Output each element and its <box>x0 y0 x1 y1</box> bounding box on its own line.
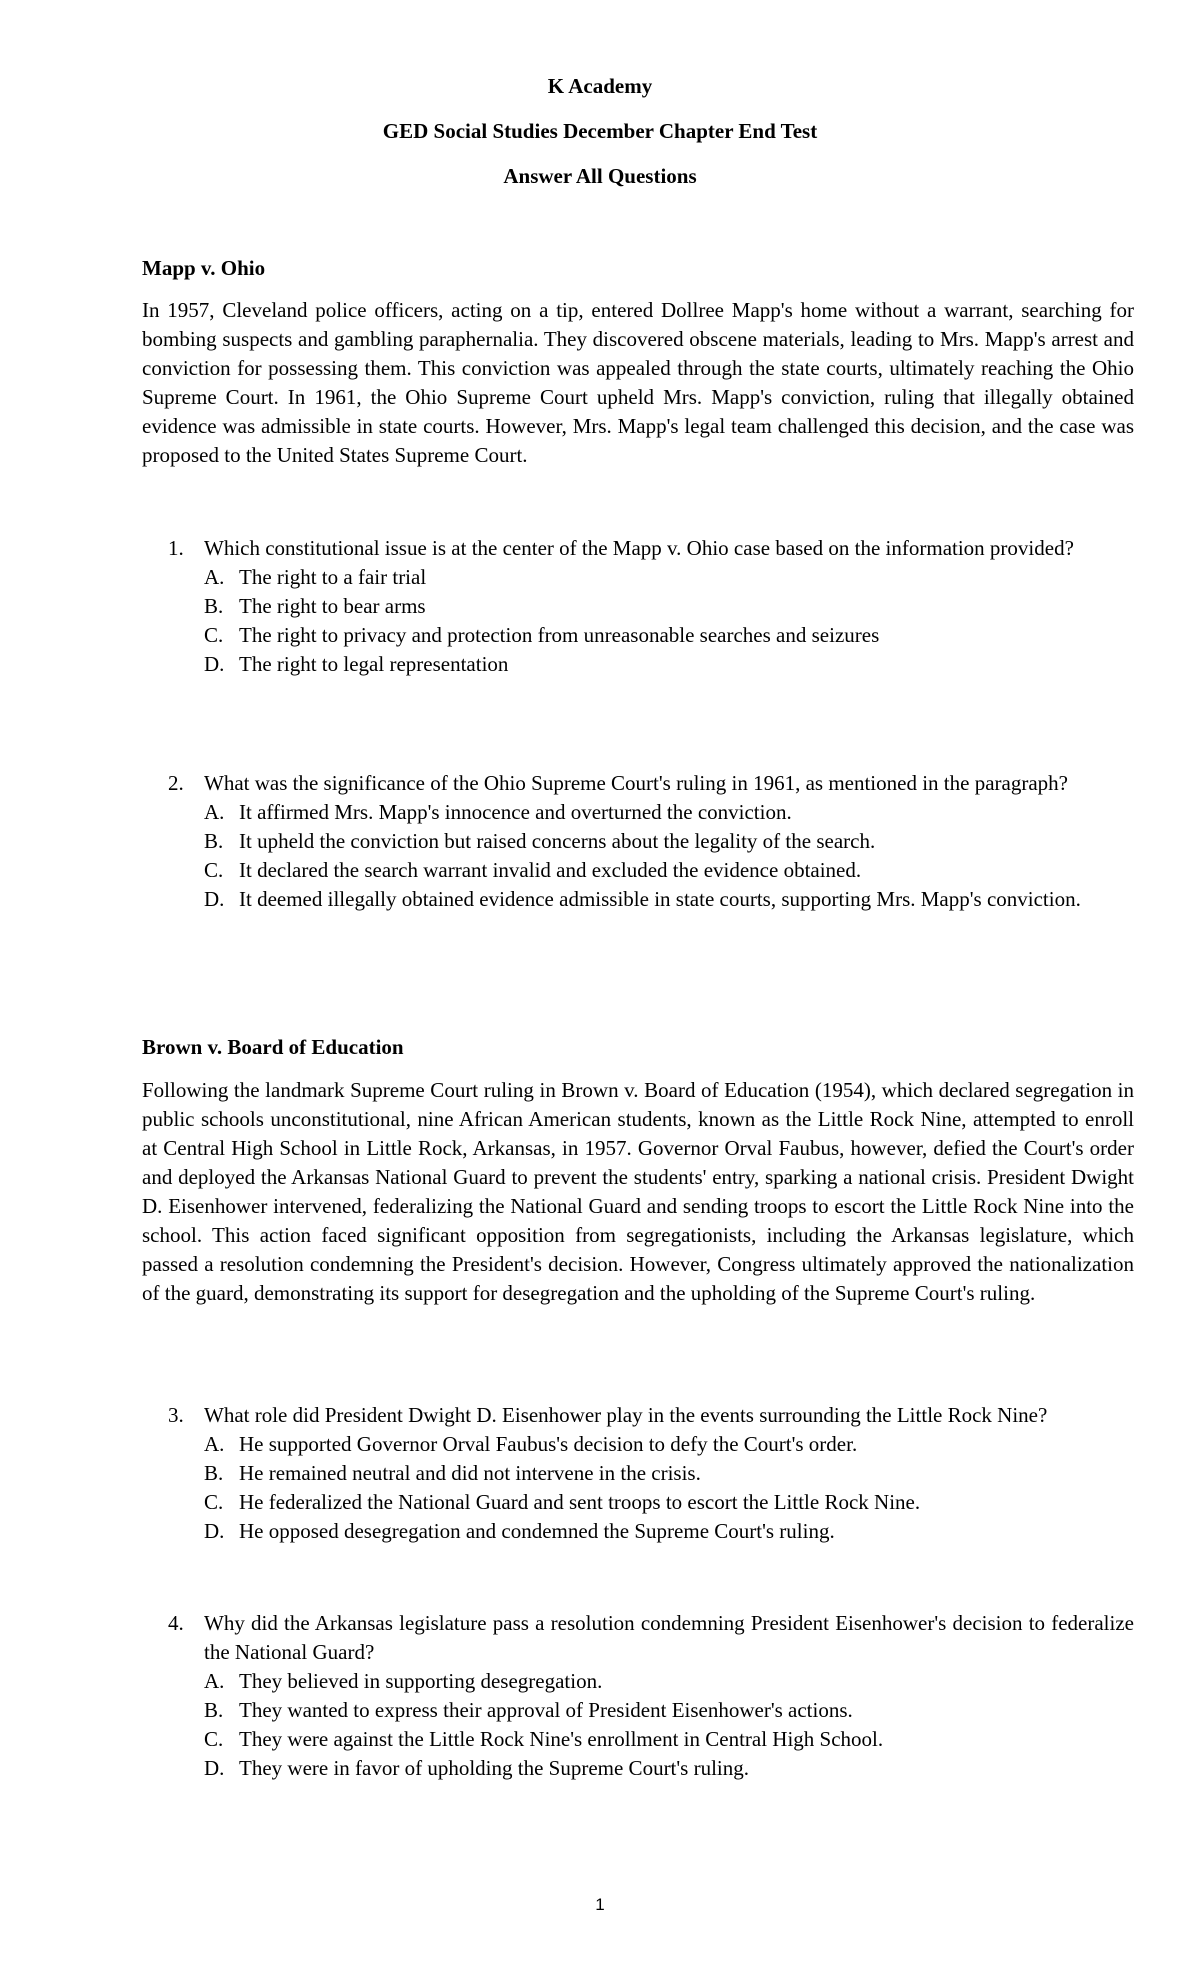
test-instruction: Answer All Questions <box>503 164 697 188</box>
section-paragraph-brown-v-board: Following the landmark Supreme Court ruling in Brown v. Board of Education (1954), which declared segregation in public schools unconstitutional, nine African American students, known as the Little Rock Nine, attempted to enroll at Central High School in Little Rock, Arkansas, in 1957. Governor Orval Faubus, however, defied the Court's order and deployed the Arkansas National Guard to prevent the students' entry, sparking a national crisis. President Dwight D. Eisenhower intervened, federalizing the National Guard and sending troops to escort the Little Rock Nine into the school. This action faced significant opposition from segregationists, including the Arkansas legislature, which passed a resolution condemning the President's decision. However, Congress ultimately approved the nationalization of the guard, demonstrating its support for desegregation and the upholding of the Supreme Court's ruling. <box>142 1078 1134 1305</box>
question-3-option-c <box>142 1488 1134 1517</box>
question-2-option-c <box>142 856 1134 885</box>
question-2-option-d <box>142 885 1134 914</box>
question-4-option-d <box>142 1754 1134 1783</box>
section-paragraph-mapp-v-ohio: In 1957, Cleveland police officers, acting on a tip, entered Dollree Mapp's home without a warrant, searching for bombing suspects and gambling paraphernalia. They discovered obscene materials, leading to Mrs. Mapp's arrest and conviction for possessing them. This conviction was appealed through the state courts, ultimately reaching the Ohio Supreme Court. In 1961, the Ohio Supreme Court upheld Mrs. Mapp's conviction, ruling that illegally obtained evidence was admissible in state courts. However, Mrs. Mapp's legal team challenged this decision, and the case was proposed to the United States Supreme Court. <box>142 298 1134 467</box>
option-letter: A. <box>204 1432 225 1456</box>
option-text: It affirmed Mrs. Mapp's innocence and overturned the conviction. <box>239 800 792 824</box>
page-number: 1 <box>595 1895 605 1914</box>
section-title-mapp-v-ohio: Mapp v. Ohio <box>142 256 266 280</box>
section-title-brown-v-board: Brown v. Board of Education <box>142 1035 404 1059</box>
question-1-stem <box>142 534 1134 563</box>
question-3-option-d <box>142 1517 1134 1546</box>
question-4-stem <box>142 1609 1134 1667</box>
option-letter: A. <box>204 800 225 824</box>
option-letter: B. <box>204 594 224 618</box>
question-4-option-c <box>142 1725 1134 1754</box>
option-letter: C. <box>204 623 224 647</box>
question-4 <box>142 1609 1134 1783</box>
question-3 <box>142 1401 1134 1546</box>
option-text: It deemed illegally obtained evidence admissible in state courts, supporting Mrs. Mapp's conviction. <box>239 887 1081 911</box>
option-letter: C. <box>204 1727 224 1751</box>
question-2-stem <box>142 769 1134 798</box>
question-2-option-b <box>142 827 1134 856</box>
option-letter: B. <box>204 1698 224 1722</box>
option-text: It upheld the conviction but raised concerns about the legality of the search. <box>239 829 876 853</box>
option-text: The right to bear arms <box>239 594 426 618</box>
question-3-stem <box>142 1401 1134 1430</box>
option-text: He opposed desegregation and condemned the Supreme Court's ruling. <box>239 1519 835 1543</box>
option-text: He remained neutral and did not intervene in the crisis. <box>239 1461 701 1485</box>
question-1-option-a <box>142 563 1134 592</box>
option-text: They believed in supporting desegregation. <box>239 1669 603 1693</box>
question-3-option-a <box>142 1430 1134 1459</box>
option-letter: A. <box>204 1669 225 1693</box>
question-3-option-b <box>142 1459 1134 1488</box>
option-text: The right to a fair trial <box>239 565 427 589</box>
option-text: He federalized the National Guard and sent troops to escort the Little Rock Nine. <box>239 1490 921 1514</box>
question-1-number: 1. <box>168 536 184 560</box>
option-letter: A. <box>204 565 225 589</box>
question-3-number: 3. <box>168 1403 184 1427</box>
question-2 <box>142 769 1134 914</box>
option-text: The right to legal representation <box>239 652 509 676</box>
question-4-text: Why did the Arkansas legislature pass a resolution condemning President Eisenhower's decision to federalize the National Guard? <box>204 1611 1134 1664</box>
option-letter: B. <box>204 1461 224 1485</box>
option-text: The right to privacy and protection from unreasonable searches and seizures <box>239 623 880 647</box>
question-1-option-b <box>142 592 1134 621</box>
option-text: It declared the search warrant invalid and excluded the evidence obtained. <box>239 858 862 882</box>
option-letter: C. <box>204 1490 224 1514</box>
option-text: They were in favor of upholding the Supreme Court's ruling. <box>239 1756 750 1780</box>
option-letter: D. <box>204 1756 225 1780</box>
option-letter: B. <box>204 829 224 853</box>
option-text: They were against the Little Rock Nine's enrollment in Central High School. <box>239 1727 884 1751</box>
question-4-option-a <box>142 1667 1134 1696</box>
question-2-option-a <box>142 798 1134 827</box>
option-text: They wanted to express their approval of President Eisenhower's actions. <box>239 1698 853 1722</box>
question-2-text: What was the significance of the Ohio Supreme Court's ruling in 1961, as mentioned in the paragraph? <box>204 771 1068 795</box>
option-letter: D. <box>204 1519 225 1543</box>
school-name: K Academy <box>547 74 653 98</box>
question-4-number: 4. <box>168 1611 184 1635</box>
question-4-option-b <box>142 1696 1134 1725</box>
question-1 <box>142 534 1134 679</box>
option-text: He supported Governor Orval Faubus's decision to defy the Court's order. <box>239 1432 858 1456</box>
option-letter: D. <box>204 652 225 676</box>
question-1-option-d <box>142 650 1134 679</box>
question-2-number: 2. <box>168 771 184 795</box>
option-letter: D. <box>204 887 225 911</box>
test-title: GED Social Studies December Chapter End Test <box>382 119 818 143</box>
question-1-text: Which constitutional issue is at the center of the Mapp v. Ohio case based on the information provided? <box>204 536 1074 560</box>
option-letter: C. <box>204 858 224 882</box>
question-3-text: What role did President Dwight D. Eisenhower play in the events surrounding the Little Rock Nine? <box>204 1403 1048 1427</box>
question-1-option-c <box>142 621 1134 650</box>
